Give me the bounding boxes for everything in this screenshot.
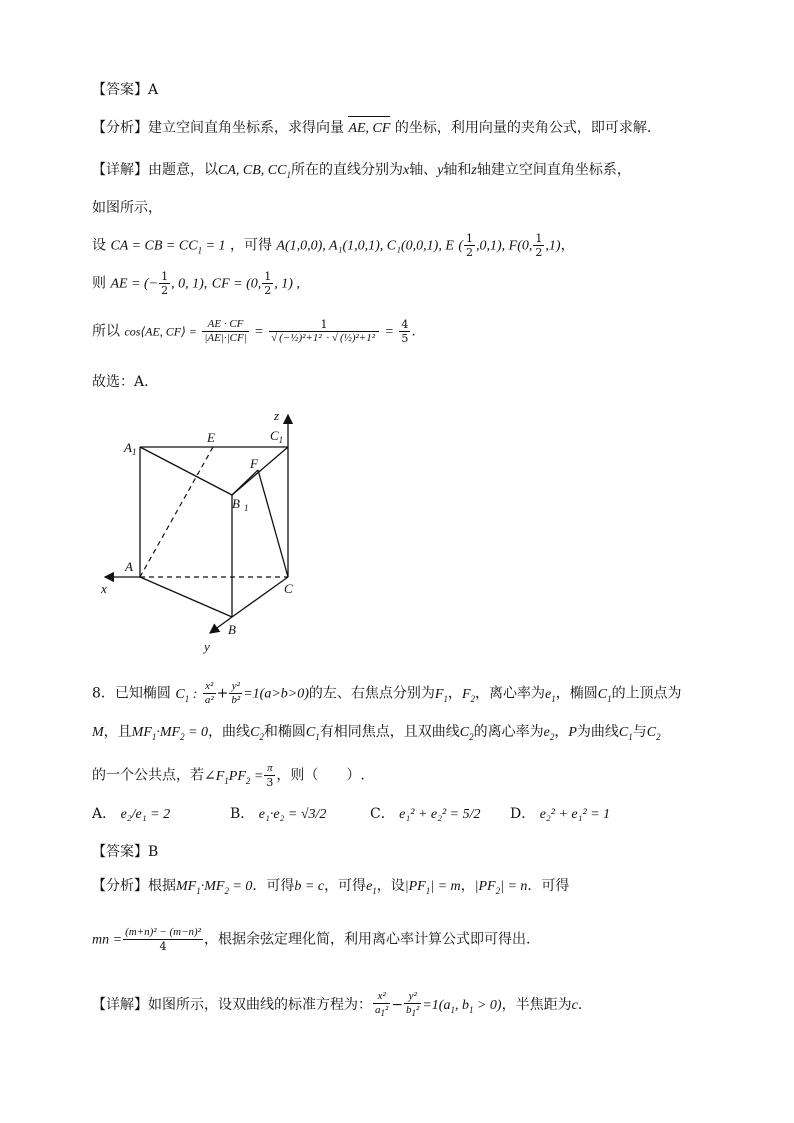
stem-text-8: 和椭圆 xyxy=(263,724,306,740)
answer-label: 【答案】 xyxy=(92,82,148,98)
equals: = xyxy=(384,324,394,340)
detail-text-4: 轴和 xyxy=(443,162,472,178)
stem-text-2: 的左、右焦点分别为 xyxy=(308,685,435,702)
label-c: C xyxy=(284,581,293,596)
stem-text-7: ，曲线 xyxy=(208,724,251,740)
option-a-text: e₂/e₁ = 2 xyxy=(120,807,171,822)
q8-detail: 【详解】如图所示，设双曲线的标准方程为： $\frac{\text{x²}}{a_1^2}$ − $\frac{\text{y²}}{b_1^2}$ $=1(a_1$, $b_1 > 0$)，半焦距为c. xyxy=(92,990,583,1019)
axis-y-name: y xyxy=(437,163,444,178)
q8-analysis-formula: mn = $\frac{\text{(m+n)² − (m−n)²}}{4}$ ，根据余弦定理化简，利用离心率计算公式即可得出. xyxy=(92,926,531,953)
analysis-text: 建立空间直角坐标系，求得向量 xyxy=(148,120,344,136)
axis-x-name: x xyxy=(402,163,410,178)
stem-text-11: ， xyxy=(554,724,569,740)
result-numerator: 4 xyxy=(401,318,409,331)
option-b-text: e₁·e₂ = √3/2 xyxy=(258,807,327,822)
stem-text: 已知椭圆 xyxy=(114,685,171,702)
result-denominator: 5 xyxy=(401,332,409,345)
stem-text-4: ，椭圆 xyxy=(555,685,598,702)
point-p: P xyxy=(568,725,577,740)
set-equation-tail: = 1 xyxy=(202,238,226,254)
q7-answer xyxy=(92,80,158,100)
detail-axes: CA, CB, CC xyxy=(218,163,287,178)
detail-text: 如图所示，设双曲线的标准方程为： xyxy=(148,997,372,1014)
analysis-vectors: AE, CF xyxy=(348,119,390,139)
answer-value: B xyxy=(148,844,159,860)
stem-text-6: ，且 xyxy=(103,724,132,740)
fraction-half: $\frac{1}{2}$ xyxy=(161,270,169,297)
label-c1: $C_1$ xyxy=(270,428,284,445)
as-shown-text: 如图所示， xyxy=(92,200,162,216)
detail-text-5: 轴建立空间直角坐标系， xyxy=(476,162,631,178)
option-d[interactable] xyxy=(510,804,610,825)
analysis-text-3: ，可得 xyxy=(324,878,367,894)
q8-stem-line1: 8．已知椭圆 $C_1$ : $\frac{\text{x²}}{\text{a²}}$ + $\frac{\text{y²}}{\text{b²}}$ =1(a>b>0)的左、右焦点分别为$F_1$，$F_2$，离心率为$e_1$，椭圆$C_1$的上顶点为 xyxy=(92,680,682,706)
cos-expression: cos⟨AE, CF⟩ = xyxy=(124,324,197,339)
stem-text-12: 为曲线 xyxy=(576,724,619,740)
analysis-label: 【分析】 xyxy=(92,878,148,894)
cos-value-fraction: $\frac{1}{\text{√ (−½)²+1² · √ (½)²+1²}}$ xyxy=(269,318,379,345)
edge-a1-b1 xyxy=(140,447,232,495)
axis-z-name: z xyxy=(471,163,477,178)
q7-analysis xyxy=(92,118,651,139)
option-b-label: B． xyxy=(230,806,255,822)
analysis-text-5: ， xyxy=(460,878,475,894)
set-equation: CA = CB = CC xyxy=(110,238,198,254)
question-number: 8． xyxy=(92,685,115,702)
option-c[interactable] xyxy=(370,804,481,825)
q7-vectors xyxy=(92,270,300,297)
prism-figure xyxy=(90,405,320,665)
q8-stem-line2: M，且$MF_1\cdot MF_2 = 0$，曲线$C_2$和椭圆$C_1$有相同焦点，且双曲线$C_2$的离心率为$e_2$，P为曲线$C_1$与$C_2$ xyxy=(92,724,661,742)
then-text: 则 xyxy=(92,275,106,292)
stem-text-15: ，则（ ）. xyxy=(276,767,365,784)
fraction-half: $\frac{1}{2}$ xyxy=(466,232,473,259)
detail-text-2: ，半焦距为 xyxy=(501,997,572,1014)
so-text: 所以 xyxy=(92,323,120,340)
label-x: x xyxy=(101,581,107,596)
detail-text-2: 所在的直线分别为 xyxy=(290,162,403,178)
detail-end: . xyxy=(577,997,583,1014)
half-focal-c: c xyxy=(571,998,578,1014)
q8-stem-line3: 的一个公共点，若$\angle F_1PF_2$ = $\frac{\pi}{3}$ ，则（ ）. xyxy=(92,762,365,789)
label-a1: $A_1$ xyxy=(124,440,137,457)
q8-analysis: 【分析】根据$MF_1\cdot MF_2 = 0$．可得b = c，可得$e_1$，设$|PF_1| = m$，$|PF_2| = n$．可得 xyxy=(92,878,570,896)
stem-text-14: 的一个公共点，若 xyxy=(92,767,204,784)
edge-a-b xyxy=(140,577,232,617)
analysis-text-2: ．可得 xyxy=(252,878,295,894)
vector-ae: AE = (− xyxy=(110,276,159,292)
detail-text-3: 轴、 xyxy=(409,162,438,178)
point-m: M xyxy=(92,725,104,740)
analysis-text-4: ，设 xyxy=(376,878,405,894)
option-a[interactable] xyxy=(92,804,170,825)
detail-text: 由题意，以 xyxy=(148,162,218,178)
option-c-text: e₁² + e₂² = 5/2 xyxy=(399,807,481,822)
label-y: y xyxy=(204,639,210,654)
q7-cosine: 所以 cos⟨AE, CF⟩ = $\frac{AE \cdot CF}{|AE|\cdot|CF|}$ = $\frac{1}{\text{√ (−½)²+1² · √ (½)²+1²}}$ = $\frac{4}{5}$ . xyxy=(92,318,416,345)
label-a: A xyxy=(125,559,133,574)
conclusion: 故选：A. xyxy=(92,374,149,390)
stem-text-13: 与 xyxy=(632,724,647,740)
fraction-half: $\frac{1}{2}$ xyxy=(264,270,272,297)
stem-text-9: 有相同焦点，且双曲线 xyxy=(319,724,460,740)
stem-text-5: 的上顶点为 xyxy=(611,685,682,702)
option-d-label: D． xyxy=(510,806,536,822)
analysis-text-7: ，根据余弦定理化简，利用离心率计算公式即可得出. xyxy=(203,931,531,948)
fraction-half: $\frac{1}{2}$ xyxy=(535,232,543,259)
q7-detail: 【详解】由题意，以CA, CB, $CC_1$所在的直线分别为x轴、y轴和z轴建立空间直角坐标系， xyxy=(92,162,631,180)
option-c-label: C． xyxy=(370,806,395,822)
label-f: F xyxy=(250,456,258,471)
result-fraction xyxy=(399,318,410,345)
coordinates: A(1,0,0), A₁(1,0,1), C₁(0,0,1), E xyxy=(276,238,454,254)
label-b1: B $_1$ xyxy=(232,496,249,513)
answer-value: A xyxy=(148,82,159,98)
label-z: z xyxy=(274,408,280,423)
label-e: E xyxy=(207,430,215,445)
segment-b1-f xyxy=(232,470,258,495)
obtain-text: ，可得 xyxy=(229,237,272,254)
detail-label: 【详解】 xyxy=(92,162,148,178)
detail-label: 【详解】 xyxy=(92,997,148,1014)
cos-formula-fraction: $\frac{AE \cdot CF}{|AE|\cdot|CF|}$ xyxy=(204,318,247,344)
analysis-label: 【分析】 xyxy=(92,120,148,136)
edge-b-c xyxy=(232,577,288,617)
q8-answer xyxy=(92,842,158,862)
option-a-label: A． xyxy=(92,806,117,822)
analysis-text: 根据 xyxy=(148,878,176,894)
vector-cf-tail: , 1) , xyxy=(274,276,300,292)
stem-text-3: ，离心率为 xyxy=(475,685,545,702)
q7-setup: 设 CA = CB = $CC_1 = 1$ ，可得 A(1,0,0), A₁(1,0,1), C₁(0,0,1), E ( $\frac{1}{2}$ ,0,1), F(0, $\frac{1}{2}$ ,1)， xyxy=(92,232,575,259)
segment-f-c xyxy=(258,470,288,577)
label-b: B xyxy=(228,622,236,637)
analysis-text-2: 的坐标，利用向量的夹角公式，即可求解. xyxy=(394,120,652,136)
analysis-text-6: ．可得 xyxy=(527,878,570,894)
option-d-text: e₂² + e₁² = 1 xyxy=(539,807,611,822)
vector-ae-tail: , 0, 1), xyxy=(171,276,208,292)
set-text: 设 xyxy=(92,237,106,254)
vector-cf: CF = (0, xyxy=(211,276,262,292)
option-b[interactable] xyxy=(230,804,326,825)
answer-label: 【答案】 xyxy=(92,844,148,860)
stem-text-10: 的离心率为 xyxy=(473,724,544,740)
